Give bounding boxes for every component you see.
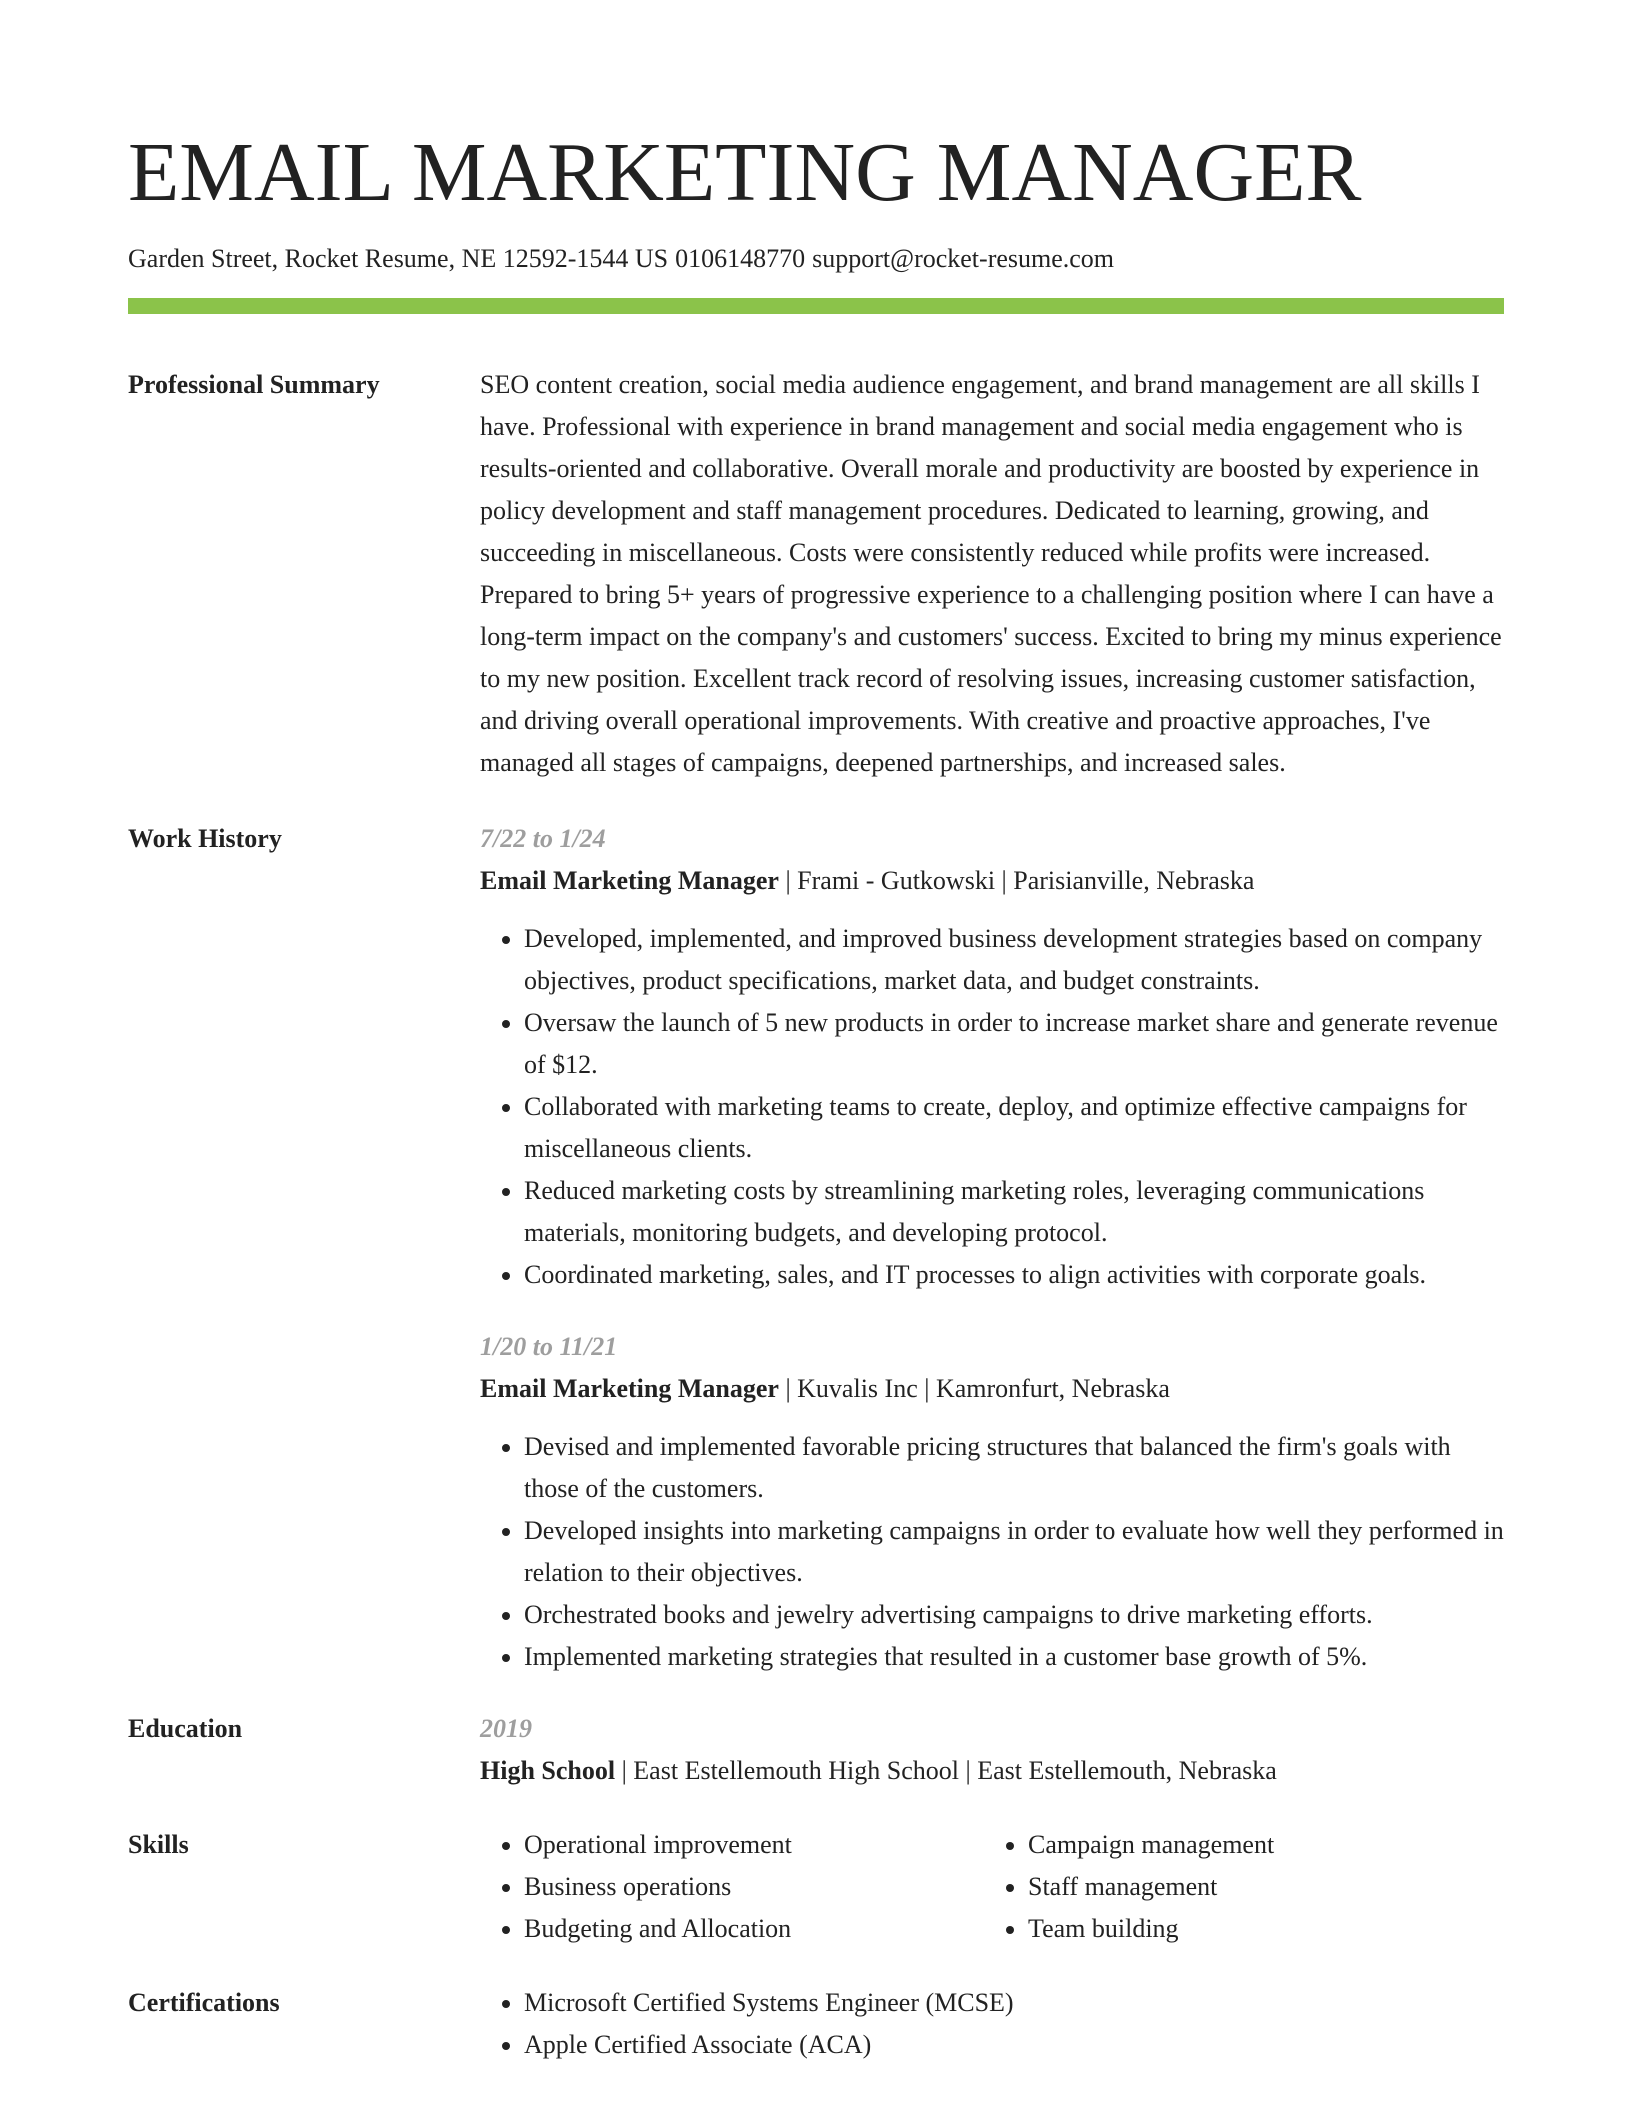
certifications-body — [480, 1982, 1504, 2066]
certification-item: • Apple Certified Associate (ACA) — [524, 2024, 1504, 2066]
certification-item: • Microsoft Certified Systems Engineer (MCSE) — [524, 1982, 1504, 2024]
skill-item: • Team building — [1028, 1908, 1504, 1950]
skill-item: • Business operations — [524, 1866, 984, 1908]
header-divider — [128, 298, 1504, 314]
education-date: 2019 — [480, 1714, 532, 1743]
skills-body — [480, 1824, 1504, 1950]
job-title-line — [480, 860, 1504, 902]
job-details: | Frami - Gutkowski | Parisianville, Nebraska — [778, 866, 1255, 895]
job-bullet: • Implemented marketing strategies that resulted in a customer base growth of 5%. — [524, 1636, 1504, 1678]
skills-column-1 — [480, 1824, 984, 1950]
work-body — [480, 818, 1504, 1678]
contact-address: Garden Street, Rocket Resume, NE 12592-1544 US — [128, 244, 669, 273]
education-line — [480, 1750, 1504, 1792]
job-entry — [480, 818, 1504, 1296]
skill-item: • Budgeting and Allocation — [524, 1908, 984, 1950]
resume-name: EMAIL MARKETING MANAGER — [128, 126, 1362, 219]
skill-item: • Campaign management — [1028, 1824, 1504, 1866]
section-label-summary: Professional Summary — [128, 370, 380, 399]
section-skills — [128, 1824, 1504, 1950]
job-bullet: • Developed, implemented, and improved business development strategies based on company objectives, product specifications, market data, and budget constraints. — [524, 918, 1504, 1002]
job-bullet: • Devised and implemented favorable pricing structures that balanced the firm's goals with those of the customers. — [524, 1426, 1504, 1510]
section-label-work: Work History — [128, 824, 282, 853]
job-date: 1/20 to 11/21 — [480, 1332, 618, 1361]
section-professional-summary — [128, 364, 1504, 784]
job-title-line — [480, 1368, 1504, 1410]
education-details: | East Estellemouth High School | East Estellemouth, Nebraska — [615, 1756, 1277, 1785]
summary-body — [480, 364, 1504, 784]
section-label-education: Education — [128, 1714, 243, 1743]
job-role: Email Marketing Manager — [480, 866, 779, 895]
section-certifications — [128, 1982, 1504, 2066]
education-degree: High School — [480, 1756, 616, 1785]
contact-email[interactable]: support@rocket-resume.com — [812, 244, 1115, 273]
job-bullet: • Oversaw the launch of 5 new products in order to increase market share and generate revenue of $12. — [524, 1002, 1504, 1086]
section-work-history — [128, 818, 1504, 1678]
job-bullet: • Reduced marketing costs by streamlining marketing roles, leveraging communications materials, monitoring budgets, and developing protocol. — [524, 1170, 1504, 1254]
job-bullet: • Developed insights into marketing campaigns in order to evaluate how well they performed in relation to their objectives. — [524, 1510, 1504, 1594]
resume-page — [128, 0, 1504, 2066]
section-label-certifications: Certifications — [128, 1988, 280, 2017]
job-bullet: • Collaborated with marketing teams to create, deploy, and optimize effective campaigns for miscellaneous clients. — [524, 1086, 1504, 1170]
section-education — [128, 1708, 1504, 1792]
summary-text: SEO content creation, social media audience engagement, and brand management are all skills I have. Professional with experience in brand management and social media engagement who is results-oriented and collaborative. Overall morale and productivity are boosted by experience in policy development and staff management procedures. Dedicated to learning, growing, and succeeding in miscellaneous. Costs were consistently reduced while profits were increased. Prepared to bring 5+ years of progressive experience to a challenging position where I can have a long-term impact on the company's and customers' success. Excited to bring my minus experience to my new position. Excellent track record of resolving issues, increasing customer satisfaction, and driving overall operational improvements. With creative and proactive approaches, I've managed all stages of campaigns, deepened partnerships, and increased sales. — [480, 370, 1502, 777]
job-bullet: • Orchestrated books and jewelry advertising campaigns to drive marketing efforts. — [524, 1594, 1504, 1636]
skills-column-2 — [984, 1824, 1504, 1950]
section-label-skills: Skills — [128, 1830, 189, 1859]
job-date: 7/22 to 1/24 — [480, 824, 606, 853]
job-bullets — [480, 918, 1504, 1296]
certification-list — [480, 1982, 1504, 2066]
skill-item: • Operational improvement — [524, 1824, 984, 1866]
job-role: Email Marketing Manager — [480, 1374, 779, 1403]
contact-phone: 0106148770 — [675, 244, 806, 273]
skill-item: • Staff management — [1028, 1866, 1504, 1908]
skills-grid — [480, 1824, 1504, 1950]
job-bullets — [480, 1426, 1504, 1678]
job-bullet: • Coordinated marketing, sales, and IT processes to align activities with corporate goals. — [524, 1254, 1504, 1296]
job-details: | Kuvalis Inc | Kamronfurt, Nebraska — [778, 1374, 1170, 1403]
job-entry — [480, 1326, 1504, 1678]
education-body — [480, 1708, 1504, 1792]
contact-line — [128, 242, 1504, 276]
